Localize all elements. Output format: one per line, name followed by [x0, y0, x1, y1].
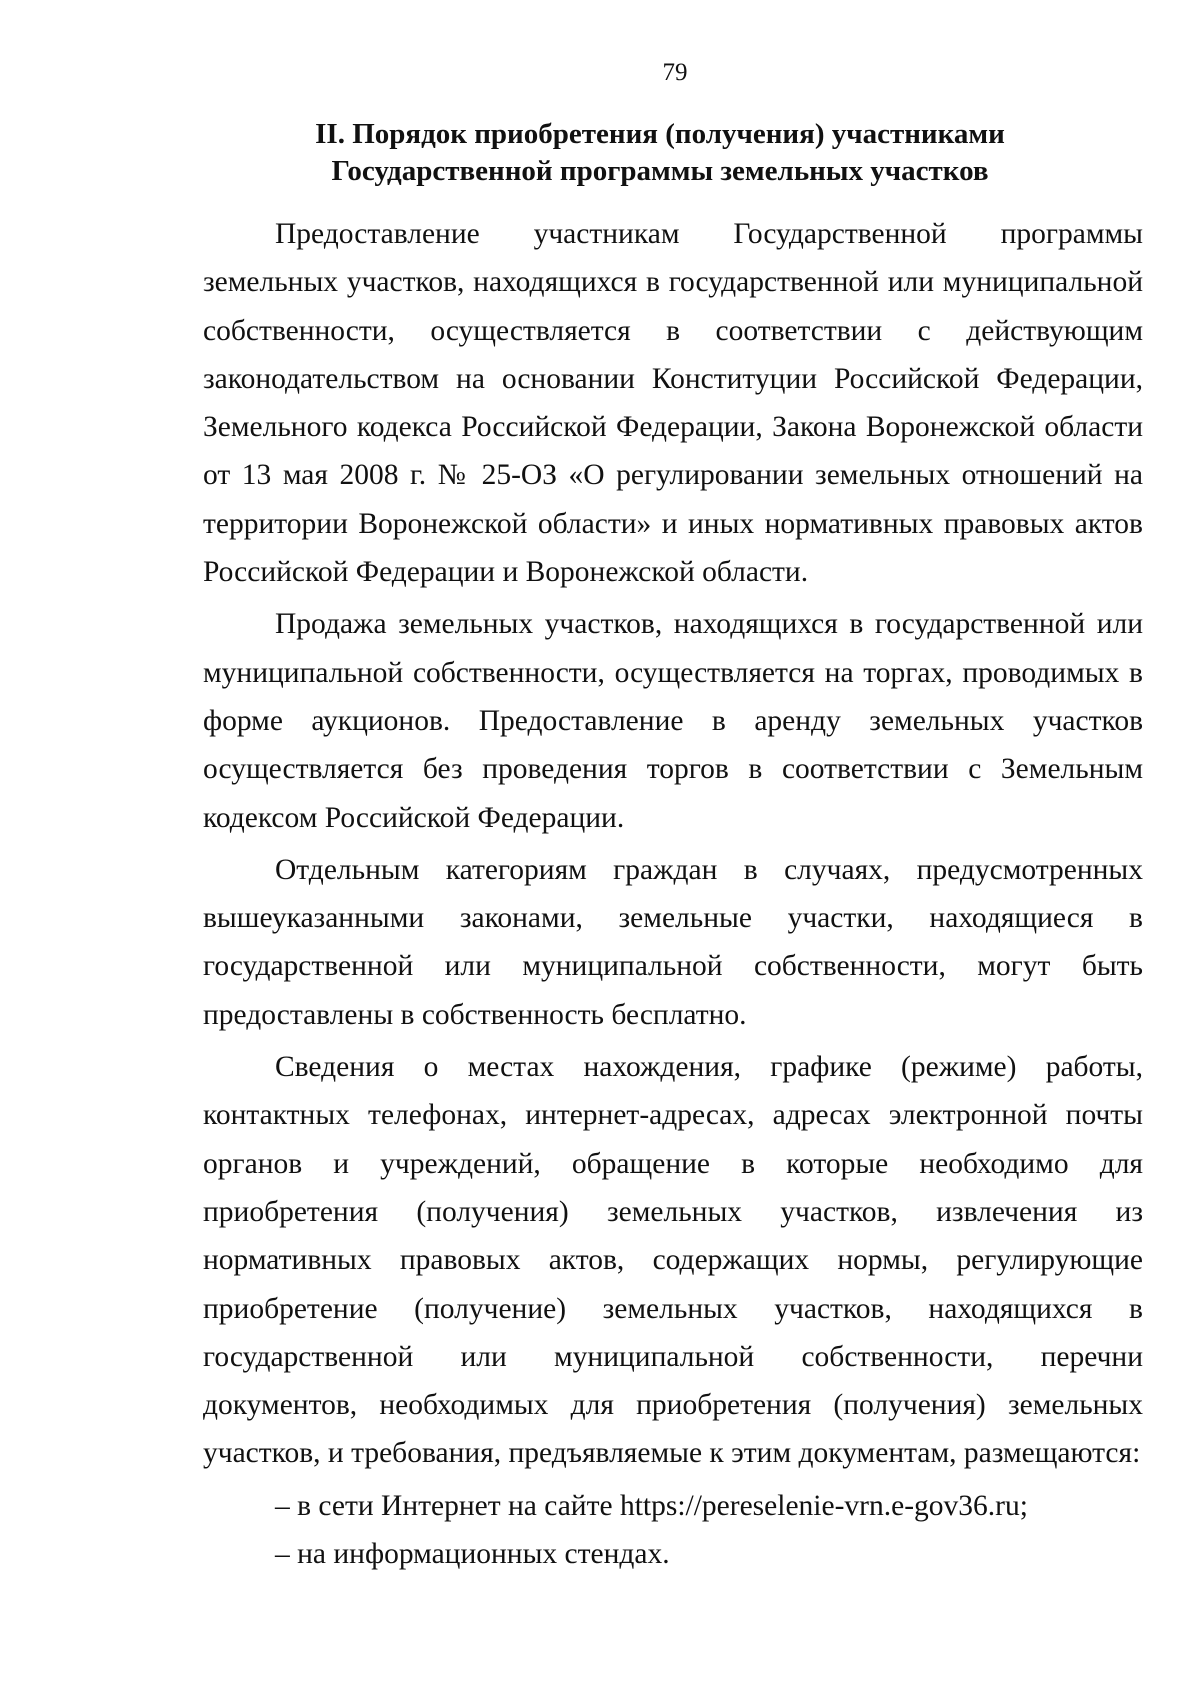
section-heading-line-2: Государственной программы земельных участков: [331, 155, 989, 187]
list-item-stands: – на информационных стендах.: [275, 1538, 670, 1571]
paragraph-free-provision: Отдельным категориям граждан в случаях, предусмотренных вышеуказанными законами, земельные участки, находящиеся в государственной или муниципальной собственности, могут быть предоставлены в собственность бесплатно.: [203, 853, 1143, 1031]
paragraph-land-sale: Продажа земельных участков, находящихся в государственной или муниципальной собственности, осуществляется на торгах, проводимых в форме аукционов. Предоставление в аренду земельных участков осуществляется без проведения торгов в соответствии с Земельным кодексом Российской Федерации.: [203, 608, 1143, 834]
document-body: [203, 210, 1143, 1578]
section-heading-line-1: II. Порядок приобретения (получения) участниками: [315, 118, 1005, 150]
paragraph-information: Сведения о местах нахождения, графике (режиме) работы, контактных телефонах, интернет-адресах, адресах электронной почты органов и учреждений, обращение в которые необходимо для приобретения (получения) земельных участков, извлечения из нормативных правовых актов, содержащих нормы, регулирующие приобретение (получение) земельных участков, находящихся в государственной или муниципальной собственности, перечни документов, необходимых для приобретения (получения) земельных участков, и требования, предъявляемые к этим документам, размещаются:: [203, 1051, 1143, 1470]
list-item-internet: – в сети Интернет на сайте https://pereselenie-vrn.e-gov36.ru;: [275, 1489, 1028, 1522]
section-heading: [180, 116, 1140, 190]
page-number: 79: [662, 59, 688, 86]
paragraph-land-provision: Предоставление участникам Государственной программы земельных участков, находящихся в государственной или муниципальной собственности, осуществляется в соответствии с действующим законодательством на основании Конституции Российской Федерации, Земельного кодекса Российской Федерации, Закона Воронежской области от 13 мая 2008 г. № 25-ОЗ «О регулировании земельных отношений на территории Воронежской области» и иных нормативных правовых актов Российской Федерации и Воронежской области.: [203, 218, 1143, 589]
